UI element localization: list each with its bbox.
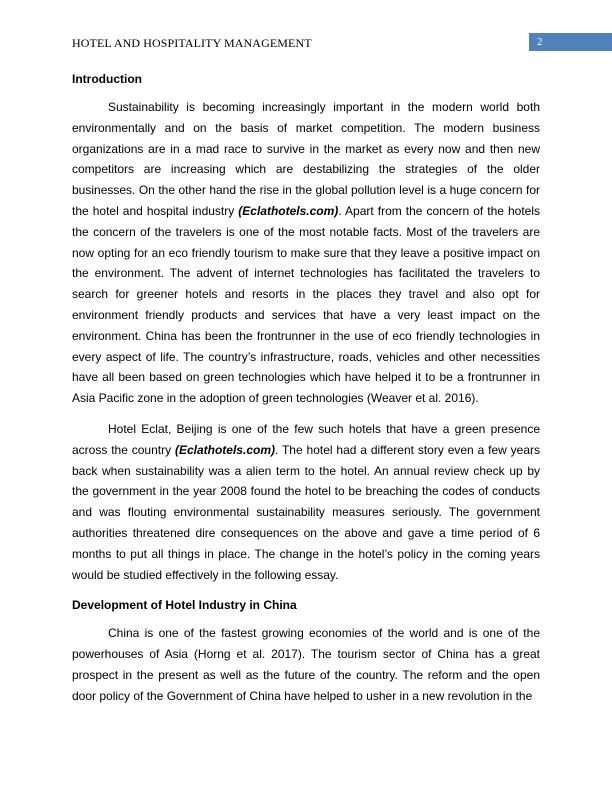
page-number: 2 bbox=[529, 33, 612, 51]
section-heading-development: Development of Hotel Industry in China bbox=[72, 598, 297, 613]
paragraph-text: Sustainability is becoming increasingly important in the modern world both environmentally and on the basis of market competition. The modern business organizations are in a mad race to survive in the market as every now and then new competitors are increasing which are destabilizing the strategies of the older businesses. On the other hand the rise in the global pollution level is a huge concern for the hotel and hospital industry bbox=[72, 100, 540, 218]
paragraph-text: . Apart from the concern of the hotels the concern of the travelers is one of the most notable facts. Most of the travelers are now opting for an eco friendly tourism to make sure that they leave a positive impact on the environment. The advent of internet technologies has facilitated the travelers to search for greener hotels and resorts in the places they travel and also opt for environment friendly products and services that have a very least impact on the environment. China has been the frontrunner in the use of eco friendly technologies in every aspect of life. The country’s infrastructure, roads, vehicles and other necessities have all been based on green technologies which have helped it to be a frontrunner in Asia Pacific zone in the adoption of green technologies (Weaver et al. 2016). bbox=[72, 203, 540, 406]
paragraph-text: . The hotel had a different story even a few years back when sustainability was a alien term to the hotel. An annual review check up by the government in the year 2008 found the hotel to be breaching the codes of conducts and was flouting environmental sustainability measures seriously. The government authorities threatened dire consequences on the above and gave a time period of 6 months to put all things in place. The change in the hotel’s policy in the coming years would be studied effectively in the following essay. bbox=[72, 442, 540, 582]
paragraph-intro-2 bbox=[72, 419, 540, 585]
section-heading-introduction: Introduction bbox=[72, 72, 142, 86]
citation: (Eclathotels.com) bbox=[174, 442, 275, 457]
running-header: HOTEL AND HOSPITALITY MANAGEMENT bbox=[72, 36, 312, 50]
paragraph-development-1: China is one of the fastest growing economies of the world and is one of the powerhouses of Asia (Horng et al. 2017). The tourism sector of China has a great prospect in the present as well as the future of the country. The reform and the open door policy of the Government of China have helped to usher in a new revolution in the bbox=[72, 626, 540, 703]
paragraph-text: Hotel Eclat, Beijing is one of the few such hotels that have a green presence across the country bbox=[72, 421, 540, 457]
paragraph-intro-1 bbox=[72, 97, 540, 409]
citation: (Eclathotels.com) bbox=[238, 203, 339, 218]
document-body bbox=[72, 69, 540, 707]
